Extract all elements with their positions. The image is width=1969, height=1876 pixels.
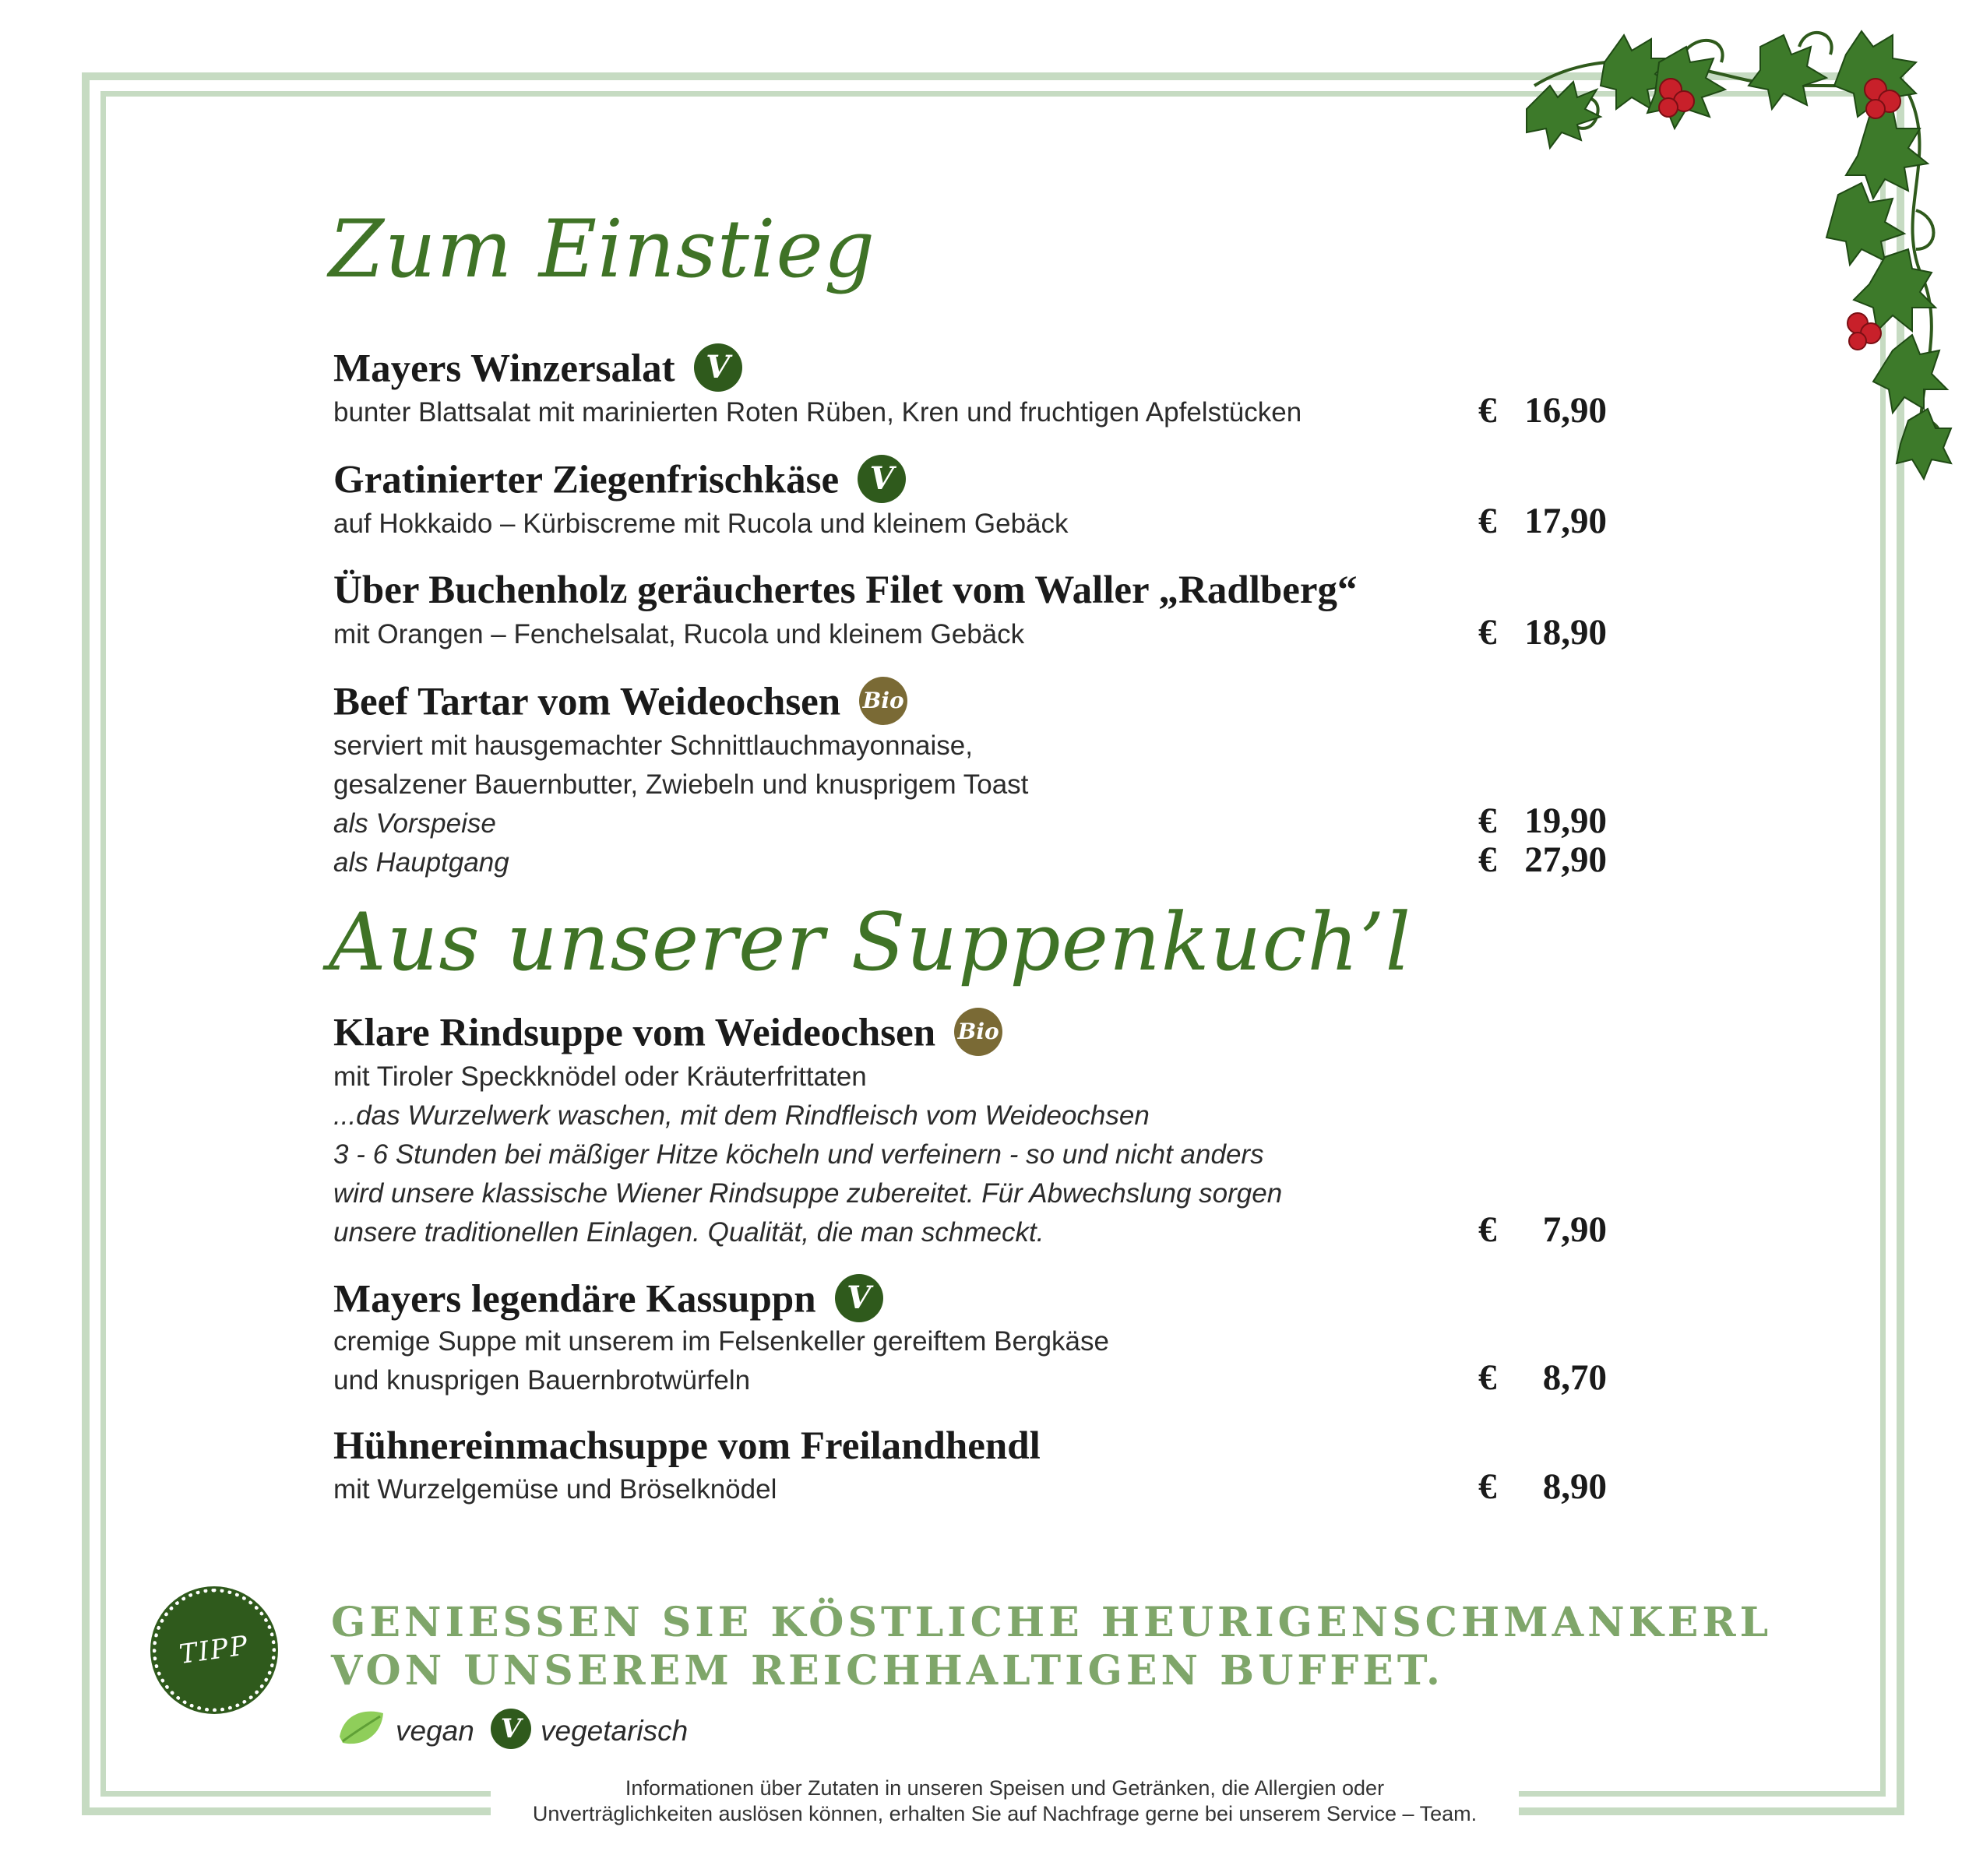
price-amount: 17,90	[1524, 501, 1607, 541]
dish-note: 3 - 6 Stunden bei mäßiger Hitze köcheln und verfeinern - so und nicht anders	[333, 1139, 1264, 1170]
dish-name-text: Gratinierter Ziegenfrischkäse	[333, 458, 840, 502]
promo-line: GENIESSEN SIE KÖSTLICHE HEURIGENSCHMANKERL	[331, 1599, 1773, 1646]
currency-symbol: €	[1478, 801, 1497, 841]
dish-name-text: Mayers Winzersalat	[333, 347, 675, 391]
vegan-label: vegan	[396, 1715, 474, 1747]
dish-description: mit Orangen – Fenchelsalat, Rucola und kleinem Gebäck	[333, 619, 1025, 649]
currency-symbol: €	[1478, 1466, 1497, 1507]
price-amount: 18,90	[1524, 612, 1607, 653]
dish-name: Über Buchenholz geräuchertes Filet vom Waller „Radlberg“	[333, 568, 1358, 612]
price-amount: 16,90	[1524, 390, 1607, 431]
dish-description: serviert mit hausgemachter Schnittlauchmayonnaise,	[333, 730, 973, 761]
dish-name	[333, 459, 906, 508]
currency-symbol: €	[1478, 1357, 1497, 1398]
dish-description: bunter Blattsalat mit marinierten Roten Rüben, Kren und fruchtigen Apfelstücken	[333, 397, 1302, 428]
currency-symbol: €	[1478, 839, 1497, 880]
vegan-leaf-icon	[336, 1705, 386, 1749]
dish-description: gesalzener Bauernbutter, Zwiebeln und knusprigem Toast	[333, 769, 1029, 800]
tipp-badge	[153, 1589, 276, 1712]
currency-symbol: €	[1478, 390, 1497, 431]
section-title-zum-einstieg: Zum Einstieg	[329, 203, 876, 296]
portion-label: als Hauptgang	[333, 847, 509, 878]
promo-line: VON UNSEREM REICHHALTIGEN BUFFET.	[331, 1647, 1444, 1695]
vegetarian-badge: V	[694, 343, 742, 392]
allergen-footer	[498, 1776, 1511, 1827]
dish-name-text: Beef Tartar vom Weideochsen	[333, 680, 841, 724]
portion-label: als Vorspeise	[333, 808, 496, 839]
price-amount: 27,90	[1524, 839, 1607, 880]
dish-name	[333, 681, 907, 730]
dish-name	[333, 1012, 1002, 1061]
footer-line: Unverträglichkeiten auslösen können, erhalten Sie auf Nachfrage gerne bei unserem Service – Team.	[532, 1802, 1478, 1825]
price-amount: 8,90	[1542, 1466, 1607, 1507]
dish-description: mit Wurzelgemüse und Bröselknödel	[333, 1474, 777, 1505]
dish-description: auf Hokkaido – Kürbiscreme mit Rucola und kleinem Gebäck	[333, 509, 1069, 539]
currency-symbol: €	[1478, 612, 1497, 653]
bio-badge: Bio	[859, 677, 907, 725]
dish-note: wird unsere klassische Wiener Rindsuppe zubereitet. Für Abwechslung sorgen	[333, 1178, 1283, 1209]
dish-description: cremige Suppe mit unserem im Felsenkeller gereiftem Bergkäse	[333, 1326, 1109, 1357]
dish-description: mit Tiroler Speckknödel oder Kräuterfrittaten	[333, 1061, 867, 1092]
currency-symbol: €	[1478, 1209, 1497, 1250]
footer-line: Informationen über Zutaten in unseren Speisen und Getränken, die Allergien oder	[625, 1776, 1385, 1800]
price-amount: 8,70	[1542, 1357, 1607, 1398]
dish-note: unsere traditionellen Einlagen. Qualität, die man schmeckt.	[333, 1217, 1044, 1248]
dish-name	[333, 348, 742, 396]
dish-name-text: Mayers legendäre Kassuppn	[333, 1277, 816, 1322]
price-amount: 19,90	[1524, 801, 1607, 841]
currency-symbol: €	[1478, 501, 1497, 541]
bio-badge: Bio	[954, 1008, 1002, 1056]
vegetarian-label: vegetarisch	[541, 1715, 689, 1747]
dish-description: und knusprigen Bauernbrotwürfeln	[333, 1365, 751, 1396]
dish-name: Hühnereinmachsuppe vom Freilandhendl	[333, 1424, 1041, 1468]
dish-note: ...das Wurzelwerk waschen, mit dem Rindfleisch vom Weideochsen	[333, 1100, 1150, 1131]
vegetarian-badge: V	[858, 455, 906, 503]
dish-name-text: Klare Rindsuppe vom Weideochsen	[333, 1011, 936, 1055]
tipp-badge-text: TIPP	[177, 1629, 252, 1671]
section-title-suppenkuchl: Aus unserer Suppenkuch’l	[329, 896, 1412, 989]
vegetarian-legend-badge: V	[491, 1709, 531, 1749]
vegetarian-badge: V	[835, 1274, 883, 1322]
dish-name	[333, 1279, 883, 1327]
price-amount: 7,90	[1542, 1209, 1607, 1250]
